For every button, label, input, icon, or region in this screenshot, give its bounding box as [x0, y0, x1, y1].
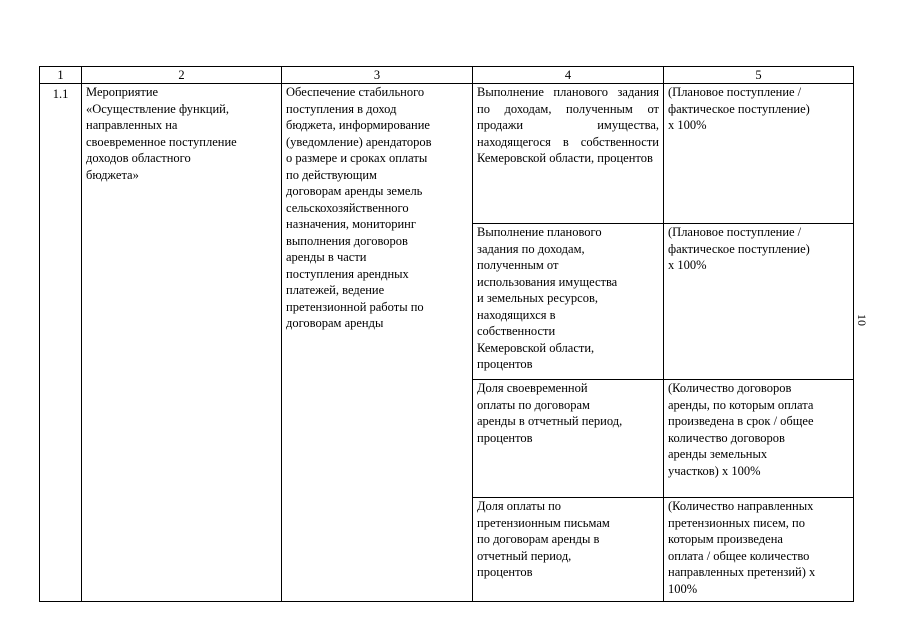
column-header: 3: [282, 67, 473, 84]
table-header-row: [40, 67, 854, 84]
column-header: 5: [664, 67, 854, 84]
indicator-formula-cell: [664, 498, 854, 602]
indicator-name: Доля оплаты по претензионным письмам по договорам аренды в отчетный период, процентов: [477, 499, 610, 579]
indicator-formula: (Плановое поступление / фактическое поступление) х 100%: [668, 225, 810, 272]
table-row: [40, 84, 854, 224]
row-number-cell: [40, 84, 82, 602]
description-cell: [282, 84, 473, 602]
indicator-name: Выполнение планового задания по доходам, полученным от продажи имущества, находящегося в собственности Кемеровской области, процентов: [477, 85, 659, 165]
indicator-name-cell: [473, 380, 664, 498]
indicator-name-cell: [473, 224, 664, 380]
activity-text: Мероприятие «Осуществление функций, направленных на своевременное поступление доходов областного бюджета»: [86, 85, 237, 182]
indicator-name: Доля своевременной оплаты по договорам аренды в отчетный период, процентов: [477, 381, 623, 445]
column-header: 2: [82, 67, 282, 84]
indicator-name-cell: [473, 498, 664, 602]
activity-cell: [82, 84, 282, 602]
column-header: 4: [473, 67, 664, 84]
row-number: 1.1: [52, 87, 69, 101]
indicator-formula-cell: [664, 380, 854, 498]
indicator-formula-cell: [664, 224, 854, 380]
indicators-table: [39, 66, 854, 602]
indicator-formula-cell: [664, 84, 854, 224]
indicator-formula: (Количество направленных претензионных писем, по которым произведена оплата / общее количество направленных претензий) х 100%: [668, 499, 816, 596]
indicator-name-cell: [473, 84, 664, 224]
description-text: Обеспечение стабильного поступления в доход бюджета, информирование (уведомление) арендаторов о размере и сроках оплаты по действующим договорам аренды земель сельскохозяйственного назначения, мониторинг выполнения договоров аренды в части поступления арендных платежей, ведение претензионной работы по договорам аренды: [286, 85, 432, 330]
indicator-formula: (Плановое поступление / фактическое поступление) х 100%: [668, 85, 810, 132]
indicator-formula: (Количество договоров аренды, по которым оплата произведена в срок / общее количество договоров аренды земельных участков) х 100%: [668, 381, 814, 478]
column-header: 1: [40, 67, 82, 84]
indicator-name: Выполнение планового задания по доходам, полученным от использования имущества и земельных ресурсов, находящихся в собственности Кемеровской области, процентов: [477, 225, 618, 371]
page-number: 10: [855, 314, 869, 326]
